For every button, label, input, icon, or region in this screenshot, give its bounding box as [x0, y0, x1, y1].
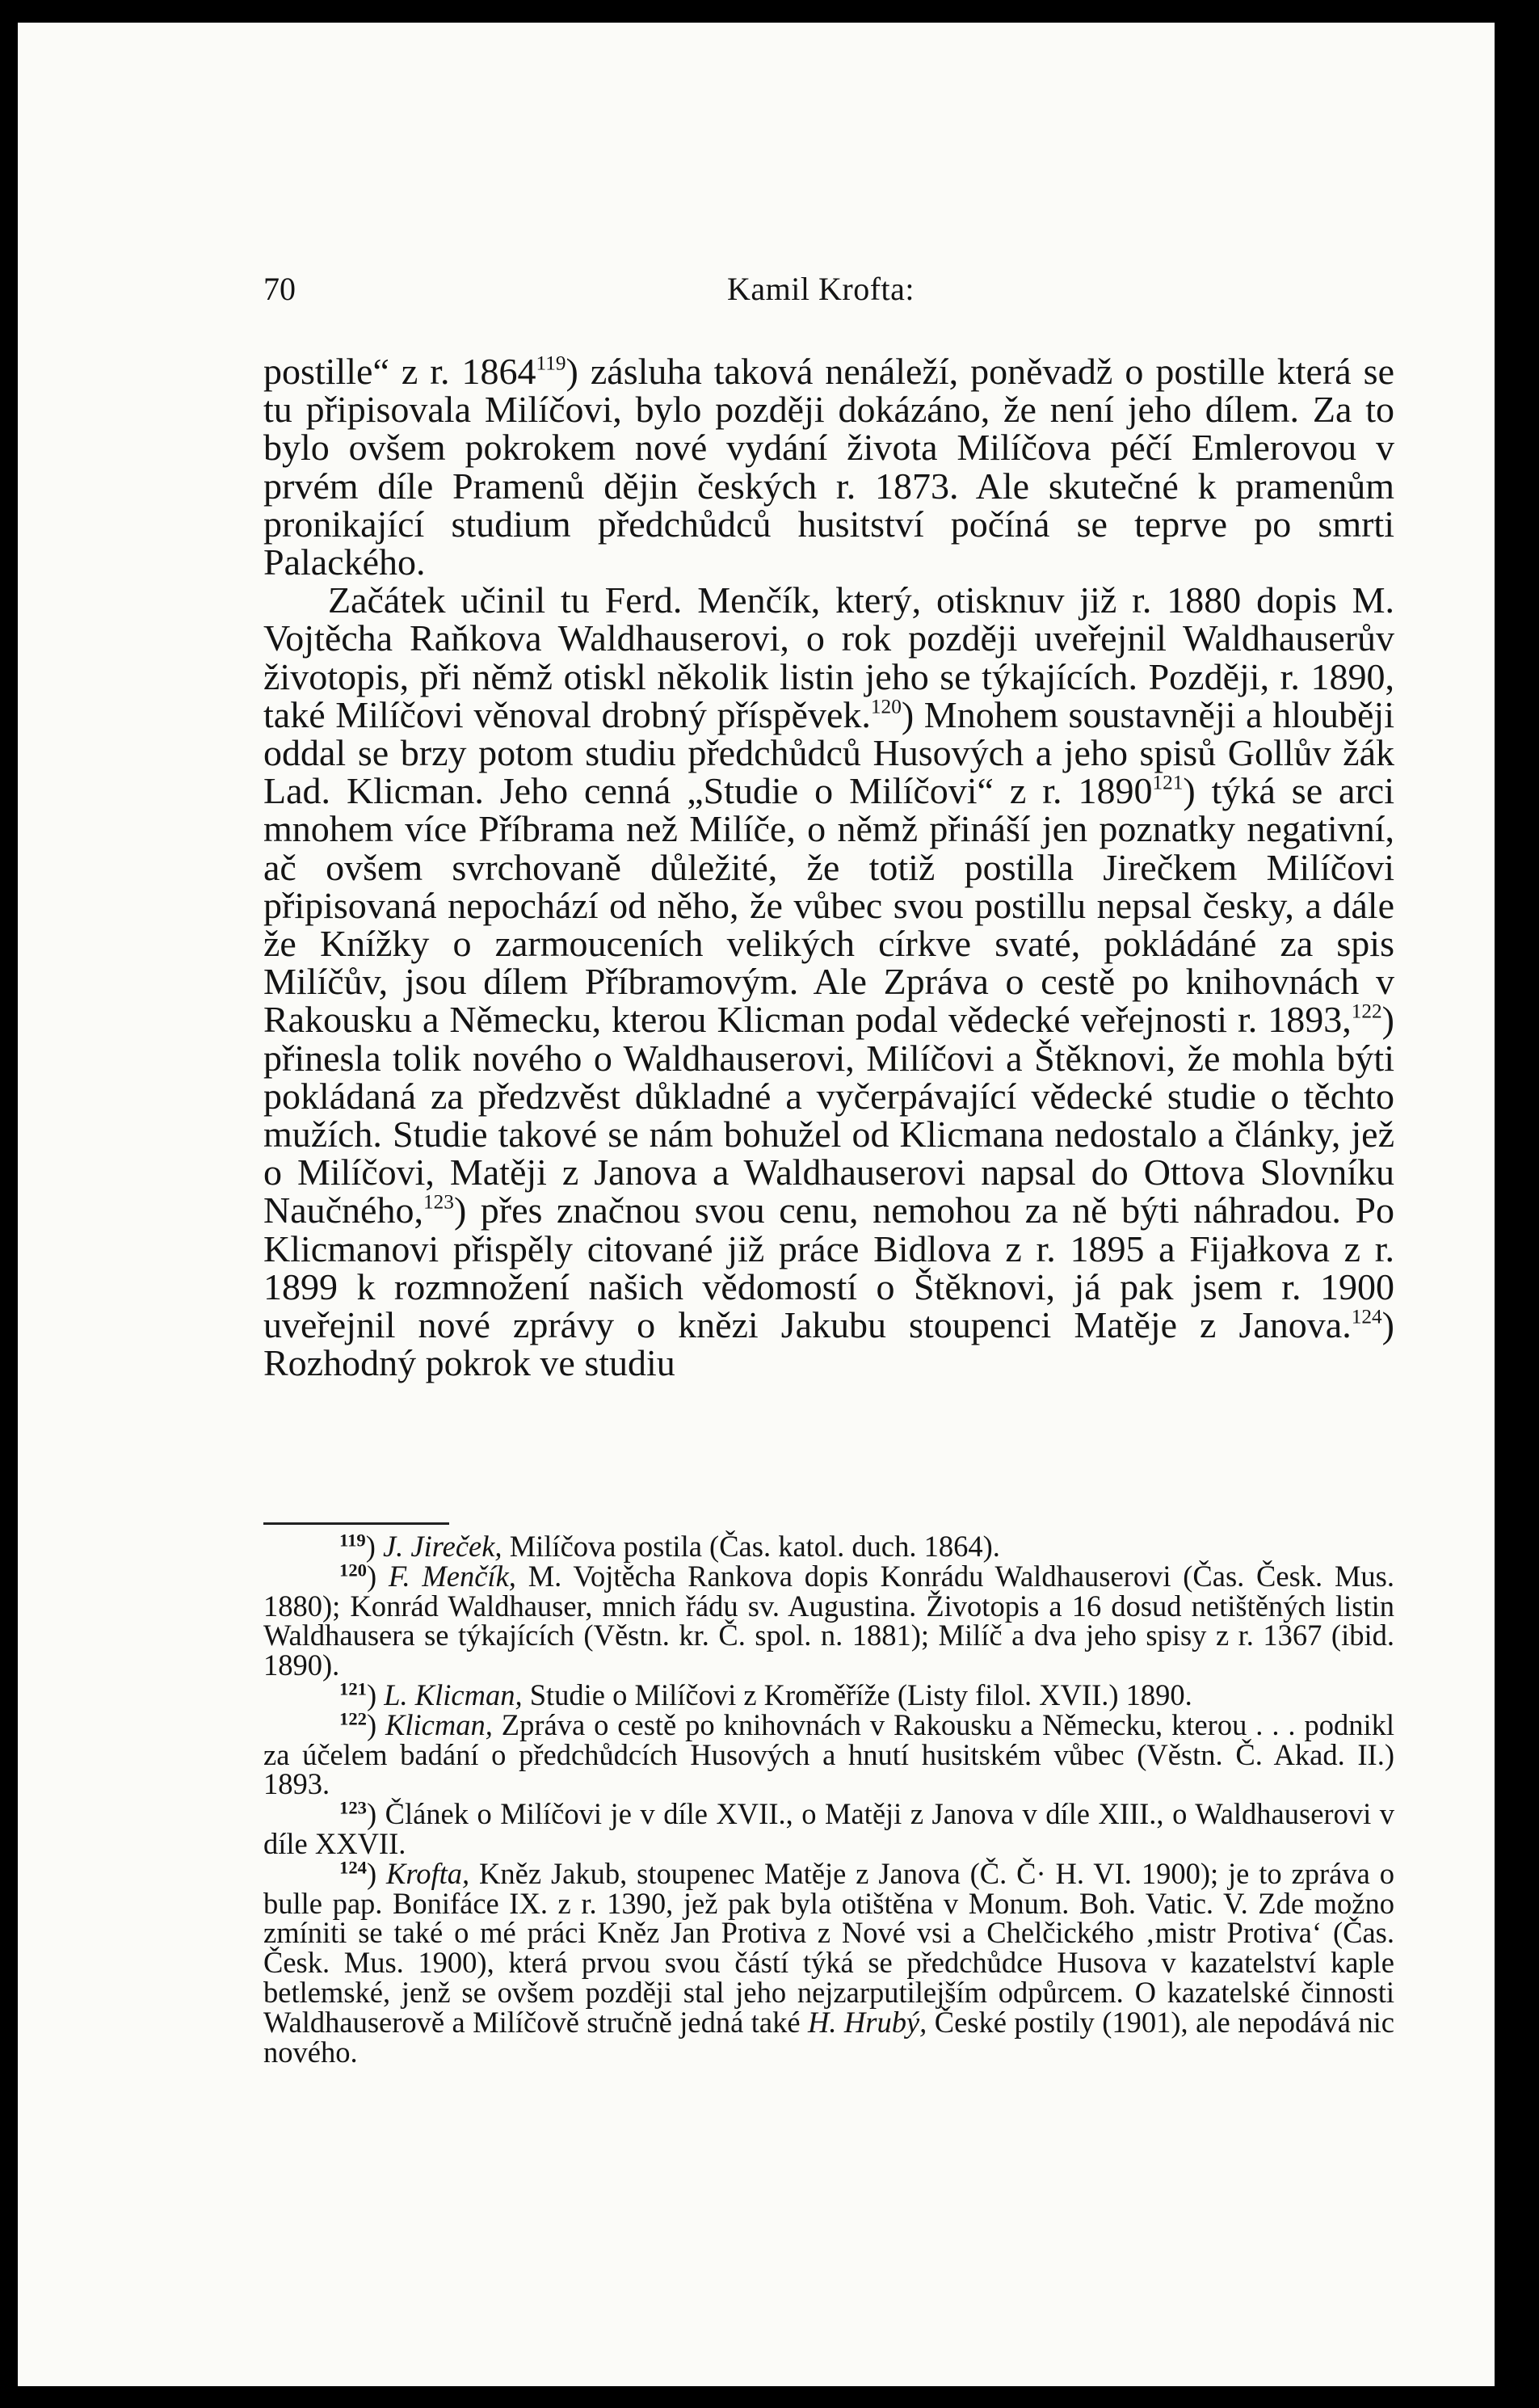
footnote-divider — [263, 1522, 449, 1525]
p2-text-1: Začátek učinil tu Ferd. Menčík, který, otisknuv již r. 1880 dopis M. Vojtěcha Raňkova Waldhauserovi, o rok později uveřejnil Waldhauserův životopis, při němž otiskl několik listin jeho se týkajících. Později, r. 1890, také Milíčovi věnoval drobný příspěvek. — [263, 579, 1394, 735]
footnotes — [263, 1532, 1394, 2067]
footnote-number: 124 — [339, 1857, 367, 1878]
footnote-author: L. Klicman, — [384, 1678, 523, 1711]
footnote-ref-121: 121 — [1152, 771, 1184, 794]
footnote-author: Krofta, — [386, 1856, 470, 1890]
p2-text-2: ) Mnohem soustavněji a hlouběji oddal se brzy potom studiu předchůdců Husových a jeho spisů Gollův žák Lad. Klicman. Jeho cenná „Studie o Milíčovi“ z r. 1890 — [263, 693, 1394, 812]
footnote-123: $^{123}$) Článek o Milíčovi je v díle XVII., o Matěji z Janova v díle XIII., o Waldhauserovi v díle XXVII. — [263, 1797, 1394, 1860]
footnote-text: Zpráva o cestě po knihovnách v Rakousku a Německu, kterou . . . podnikl za účelem badání o předchůdcích Husových a hnutí husitském vůbec (Věstn. Č. Akad. II.) 1893. — [263, 1707, 1395, 1801]
scanned-page — [18, 23, 1495, 2386]
footnote-text: Studie o Milíčovi z Kroměříže (Listy filol. XVII.) 1890. — [522, 1678, 1192, 1711]
footnote-number: 123 — [339, 1797, 367, 1818]
running-head — [246, 265, 1396, 314]
paragraph-1 — [263, 352, 1394, 581]
footnote-text: Milíčova postila (Čas. katol. duch. 1864). — [502, 1530, 1000, 1563]
footnote-text: M. Vojtěcha Rankova dopis Konrádu Waldhauserovi (Čas. Česk. Mus. 1880); Konrád Waldhauser, mnich řádu sv. Augustina. Životopis a 16 dosud netištěných listin Waldhausera se týkajících (Věstn. kr. Č. spol. n. 1881); Milíč a dva jeho spisy z r. 1367 (ibid. 1890). — [263, 1559, 1394, 1682]
footnote-ref-122: 122 — [1351, 1000, 1382, 1023]
running-title: Kamil Krofta: — [727, 271, 915, 307]
p2-text-6: ) Rozhodný pokrok ve studiu — [263, 1304, 1394, 1384]
footnote-number: 120 — [339, 1560, 367, 1581]
footnote-number: 121 — [339, 1678, 367, 1699]
footnote-number: 122 — [339, 1708, 367, 1729]
footnote-ref-119: 119 — [536, 352, 566, 375]
footnote-121: $^{121}$) L. Klicman, Studie o Milíčovi z Kroměříže (Listy filol. XVII.) 1890. — [339, 1678, 1192, 1711]
p1-text-2: ) zásluha taková nenáleží, poněvadž o postille která se tu připisovala Milíčovi, bylo později dokázáno, že není jeho dílem. Za to bylo ovšem pokrokem nové vydání života Milíčova péčí Emlerovou v prvém díle Pramenů dějin českých r. 1873. Ale skutečné k pramenům pronikající studium předchůdců husitství počíná se teprve po smrti Palackého. — [263, 351, 1394, 583]
footnote-author: J. Jireček, — [382, 1530, 502, 1563]
p2-text-3: ) týká se arci mnohem více Příbrama než Milíče, o němž přináší jen poznatky negativní, ač ovšem svrchovaně důležité, že totiž postilla Jirečkem Milíčovi připisovaná nepochází od něho, že vůbec svou postillu nepsal česky, a dále že Knížky o zarmouceních velikých církve svaté, pokládáné za spis Milíčův, jsou dílem Příbramovým. Ale Zpráva o cestě po knihovnách v Rakousku a Německu, kterou Klicman podal vědecké veřejnosti r. 1893, — [263, 770, 1394, 1041]
footnote-124: $^{124}$) Krofta, Kněz Jakub, stoupenec Matěje z Janova (Č. Č· H. VI. 1900); je to zpráva o bulle pap. Bonifáce IX. z r. 1390, jež pak byla otištěna v Monum. Boh. Vatic. V. Zde možno zmíniti se také o mé práci Kněz Jan Protiva z Nové vsi a Chelčického ‚mistr Protiva‘ (Čas. Česk. Mus. 1900), která prvou svou částí týká se předchůdce Husova v kazatelství kaple betlemské, jenž se ovšem později stal jeho nejzarputilejším odpůrcem. O kazatelské činnosti Waldhauserově a Milíčově stručně jedná také H. Hrubý, České postily (1901), ale nepodává nic nového. — [263, 1856, 1394, 2069]
footnote-ref-124: 124 — [1351, 1305, 1382, 1328]
footnote-ref-123: 123 — [423, 1190, 454, 1214]
footnote-number: 119 — [339, 1530, 366, 1551]
footnote-text: Kněz Jakub, stoupenec Matěje z Janova (Č. Č· H. VI. 1900); je to zpráva o bulle pap. Bonifáce IX. z r. 1390, jež pak byla otištěna v Monum. Boh. Vatic. V. Zde možno zmíniti se také o mé práci Kněz Jan Protiva z Nové vsi a Chelčického ‚mistr Protiva‘ (Čas. Česk. Mus. 1900), která prvou svou částí týká se předchůdce Husova v kazatelství kaple betlemské, jenž se ovšem později stal jeho nejzarputilejším odpůrcem. O kazatelské činnosti Waldhauserově a Milíčově stručně jedná také — [263, 1856, 1394, 2039]
footnote-author-2: H. Hrubý, — [807, 2005, 927, 2039]
footnote-author: Klicman, — [385, 1707, 493, 1741]
p2-text-4: ) přinesla tolik nového o Waldhauserovi, Milíčovi a Štěknovi, že mohla býti pokládaná za předzvěst důkladné a vyčerpávající vědecké studie o těchto mužích. Studie takové se nám bohužel od Klicmana nedostalo a články, jež o Milíčovi, Matěji z Janova a Waldhauserovi napsal do Ottova Slovníku Naučného, — [263, 999, 1394, 1231]
main-text — [263, 352, 1394, 1382]
p1-text-1: postille“ z r. 1864 — [263, 351, 536, 392]
footnote-text-2: České postily (1901), ale nepodává nic nového. — [263, 2005, 1394, 2069]
footnote-text: Článek o Milíčovi je v díle XVII., o Matěji z Janova v díle XIII., o Waldhauserovi v díle XXVII. — [263, 1797, 1394, 1860]
p2-text-5: ) přes značnou svou cenu, nemohou za ně býti náhradou. Po Klicmanovi přispěly citované již práce Bidlova z r. 1895 a Fijałkova z r. 1899 k rozmnožení našich vědomostí o Štěknovi, já pak jsem r. 1900 uveřejnil nové zprávy o knězi Jakubu stoupenci Matěje z Janova. — [263, 1189, 1394, 1346]
footnote-122: $^{122}$) Klicman, Zpráva o cestě po knihovnách v Rakousku a Německu, kterou . . . podnikl za účelem badání o předchůdcích Husových a hnutí husitském vůbec (Věstn. Č. Akad. II.) 1893. — [263, 1707, 1395, 1801]
footnote-119: $^{119}$) J. Jireček, Milíčova postila (Čas. katol. duch. 1864). — [339, 1530, 1000, 1563]
footnote-author: F. Menčík, — [388, 1559, 516, 1593]
page-number: 70 — [263, 271, 296, 307]
footnote-120: $^{120}$) F. Menčík, M. Vojtěcha Rankova dopis Konrádu Waldhauserovi (Čas. Česk. Mus. 1880); Konrád Waldhauser, mnich řádu sv. Augustina. Životopis a 16 dosud netištěných listin Waldhausera se týkajících (Věstn. kr. Č. spol. n. 1881); Milíč a dva jeho spisy z r. 1367 (ibid. 1890). — [263, 1559, 1394, 1682]
paragraph-2 — [263, 581, 1394, 1382]
footnote-ref-120: 120 — [870, 695, 902, 718]
